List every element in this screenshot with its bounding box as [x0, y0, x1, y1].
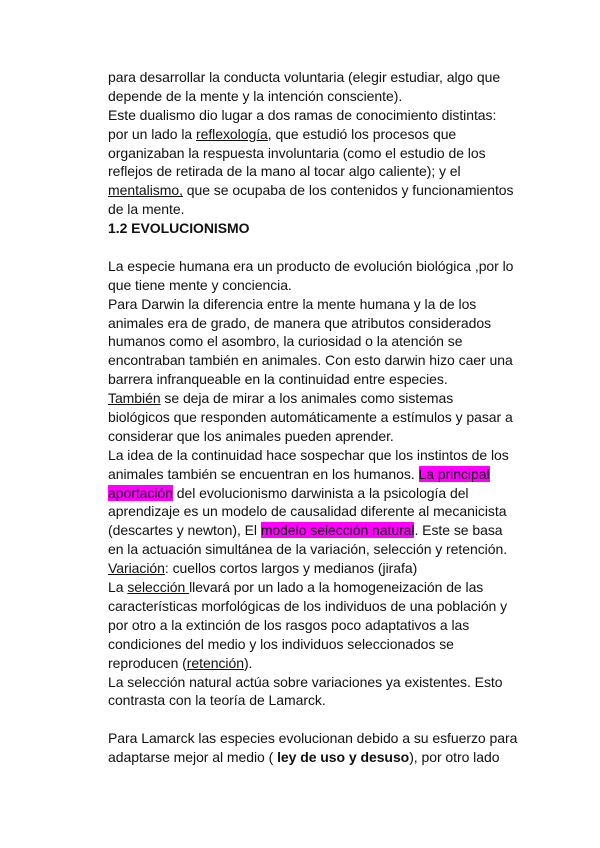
text-line	[108, 673, 528, 692]
text-line	[108, 465, 528, 484]
text-line	[108, 144, 528, 163]
text-run: características morfológicas de los individuos de una población y	[108, 597, 508, 614]
text-line	[108, 748, 528, 767]
text-run: organizaban la respuesta involuntaria (como el estudio de los	[108, 144, 486, 161]
text-run: de la mente.	[108, 201, 185, 218]
text-line	[108, 540, 528, 559]
bold-text: ley de uso y desuso	[277, 749, 410, 766]
text-run: La especie humana era un producto de evolución biológica ,por lo	[108, 257, 514, 274]
text-run: : cuellos cortos largos y medianos (jirafa)	[164, 560, 418, 577]
text-line	[108, 295, 528, 314]
text-run: Para Darwin la diferencia entre la mente humana y la de los	[108, 295, 477, 312]
text-run: La selección natural actúa sobre variaciones ya existentes. Esto	[108, 673, 503, 690]
text-run: para desarrollar la conducta voluntaria (elegir estudiar, algo que	[108, 69, 501, 85]
text-run: condiciones del medio y los individuos seleccionados se	[108, 635, 454, 652]
text-line	[108, 314, 528, 333]
text-run: que tiene mente y conciencia.	[108, 276, 292, 293]
underlined-term: retención	[186, 654, 244, 671]
text-line	[108, 181, 528, 200]
text-line	[108, 616, 528, 635]
text-line	[108, 87, 528, 106]
underlined-term: selección	[127, 579, 190, 596]
text-line	[108, 125, 528, 144]
text-run: barrera infranqueable en la continuidad entre especies.	[108, 371, 448, 388]
text-run: encontraban también en animales. Con esto darwin hizo caer una	[108, 352, 513, 369]
text-run: Este dualismo dio lugar a dos ramas de conocimiento distintas:	[108, 106, 497, 123]
highlighted-text: modelo selección natural	[260, 522, 415, 539]
underlined-term: reflexología	[195, 125, 268, 142]
text-run: reflejos de retirada de la mano al tocar algo caliente); y el	[108, 163, 461, 180]
document-body	[108, 68, 528, 767]
text-run: Para Lamarck las especies evolucionan debido a su esfuerzo para	[108, 730, 518, 747]
text-line	[108, 200, 528, 219]
text-line	[108, 729, 528, 748]
blank-line	[108, 710, 528, 729]
text-run: . Este se basa	[414, 522, 503, 539]
blank-line	[108, 238, 528, 257]
text-run: en la actuación simultánea de la variación, selección y retención.	[108, 541, 508, 558]
text-run: depende de la mente y la intención consciente).	[108, 87, 403, 104]
text-line	[108, 484, 528, 503]
text-line	[108, 370, 528, 389]
text-line	[108, 332, 528, 351]
text-run: ).	[243, 654, 253, 671]
highlighted-text: La principal	[418, 465, 490, 482]
underlined-term: mentalismo,	[108, 182, 183, 199]
underlined-term: También	[108, 390, 161, 407]
text-run: llevará por un lado a la homogeneización de las	[189, 579, 484, 596]
text-line	[108, 635, 528, 654]
text-line	[108, 408, 528, 427]
section-heading	[108, 219, 528, 238]
text-run: contrasta con la teoría de Lamarck.	[108, 692, 326, 709]
text-line	[108, 446, 528, 465]
text-line	[108, 691, 528, 710]
text-line	[108, 559, 528, 578]
text-line	[108, 502, 528, 521]
text-line	[108, 106, 528, 125]
text-run: del evolucionismo darwinista a la psicología del	[172, 484, 469, 501]
text-run: (descartes y newton), El	[108, 522, 261, 539]
text-run: por otro a la extinción de los rasgos poco adaptativos a las	[108, 616, 470, 633]
text-run: por un lado la	[108, 125, 196, 142]
text-run: biológicos que responden automáticamente a estímulos y pasar a	[108, 409, 513, 426]
text-run: animales también se encuentran en los humanos.	[108, 465, 419, 482]
text-line	[108, 597, 528, 616]
text-run: considerar que los animales pueden aprender.	[108, 427, 394, 444]
text-line	[108, 654, 528, 673]
text-run: La	[108, 579, 128, 596]
text-line	[108, 389, 528, 408]
text-run: animales era de grado, de manera que atributos considerados	[108, 314, 492, 331]
highlighted-text: aportación	[108, 484, 173, 501]
text-line	[108, 162, 528, 181]
text-run: adaptarse mejor al medio (	[108, 749, 278, 766]
text-run: reproducen (	[108, 654, 187, 671]
text-run: humanos como el asombro, la curiosidad o la atención se	[108, 333, 463, 350]
text-line	[108, 521, 528, 540]
text-run: que se ocupaba de los contenidos y funcionamientos	[182, 182, 514, 199]
text-run: se deja de mirar a los animales como sistemas	[160, 390, 454, 407]
bold-text: 1.2 EVOLUCIONISMO	[108, 220, 250, 237]
text-line	[108, 257, 528, 276]
text-line	[108, 68, 528, 87]
text-run: La idea de la continuidad hace sospechar que los instintos de los	[108, 446, 509, 463]
text-run: ), por otro lado	[409, 749, 500, 766]
text-run: , que estudió los procesos que	[267, 125, 457, 142]
underlined-term: Variación	[108, 560, 165, 577]
text-line	[108, 351, 528, 370]
text-line	[108, 427, 528, 446]
text-line	[108, 276, 528, 295]
text-run: aprendizaje es un modelo de causalidad diferente al mecanicista	[108, 503, 507, 520]
text-line	[108, 578, 528, 597]
